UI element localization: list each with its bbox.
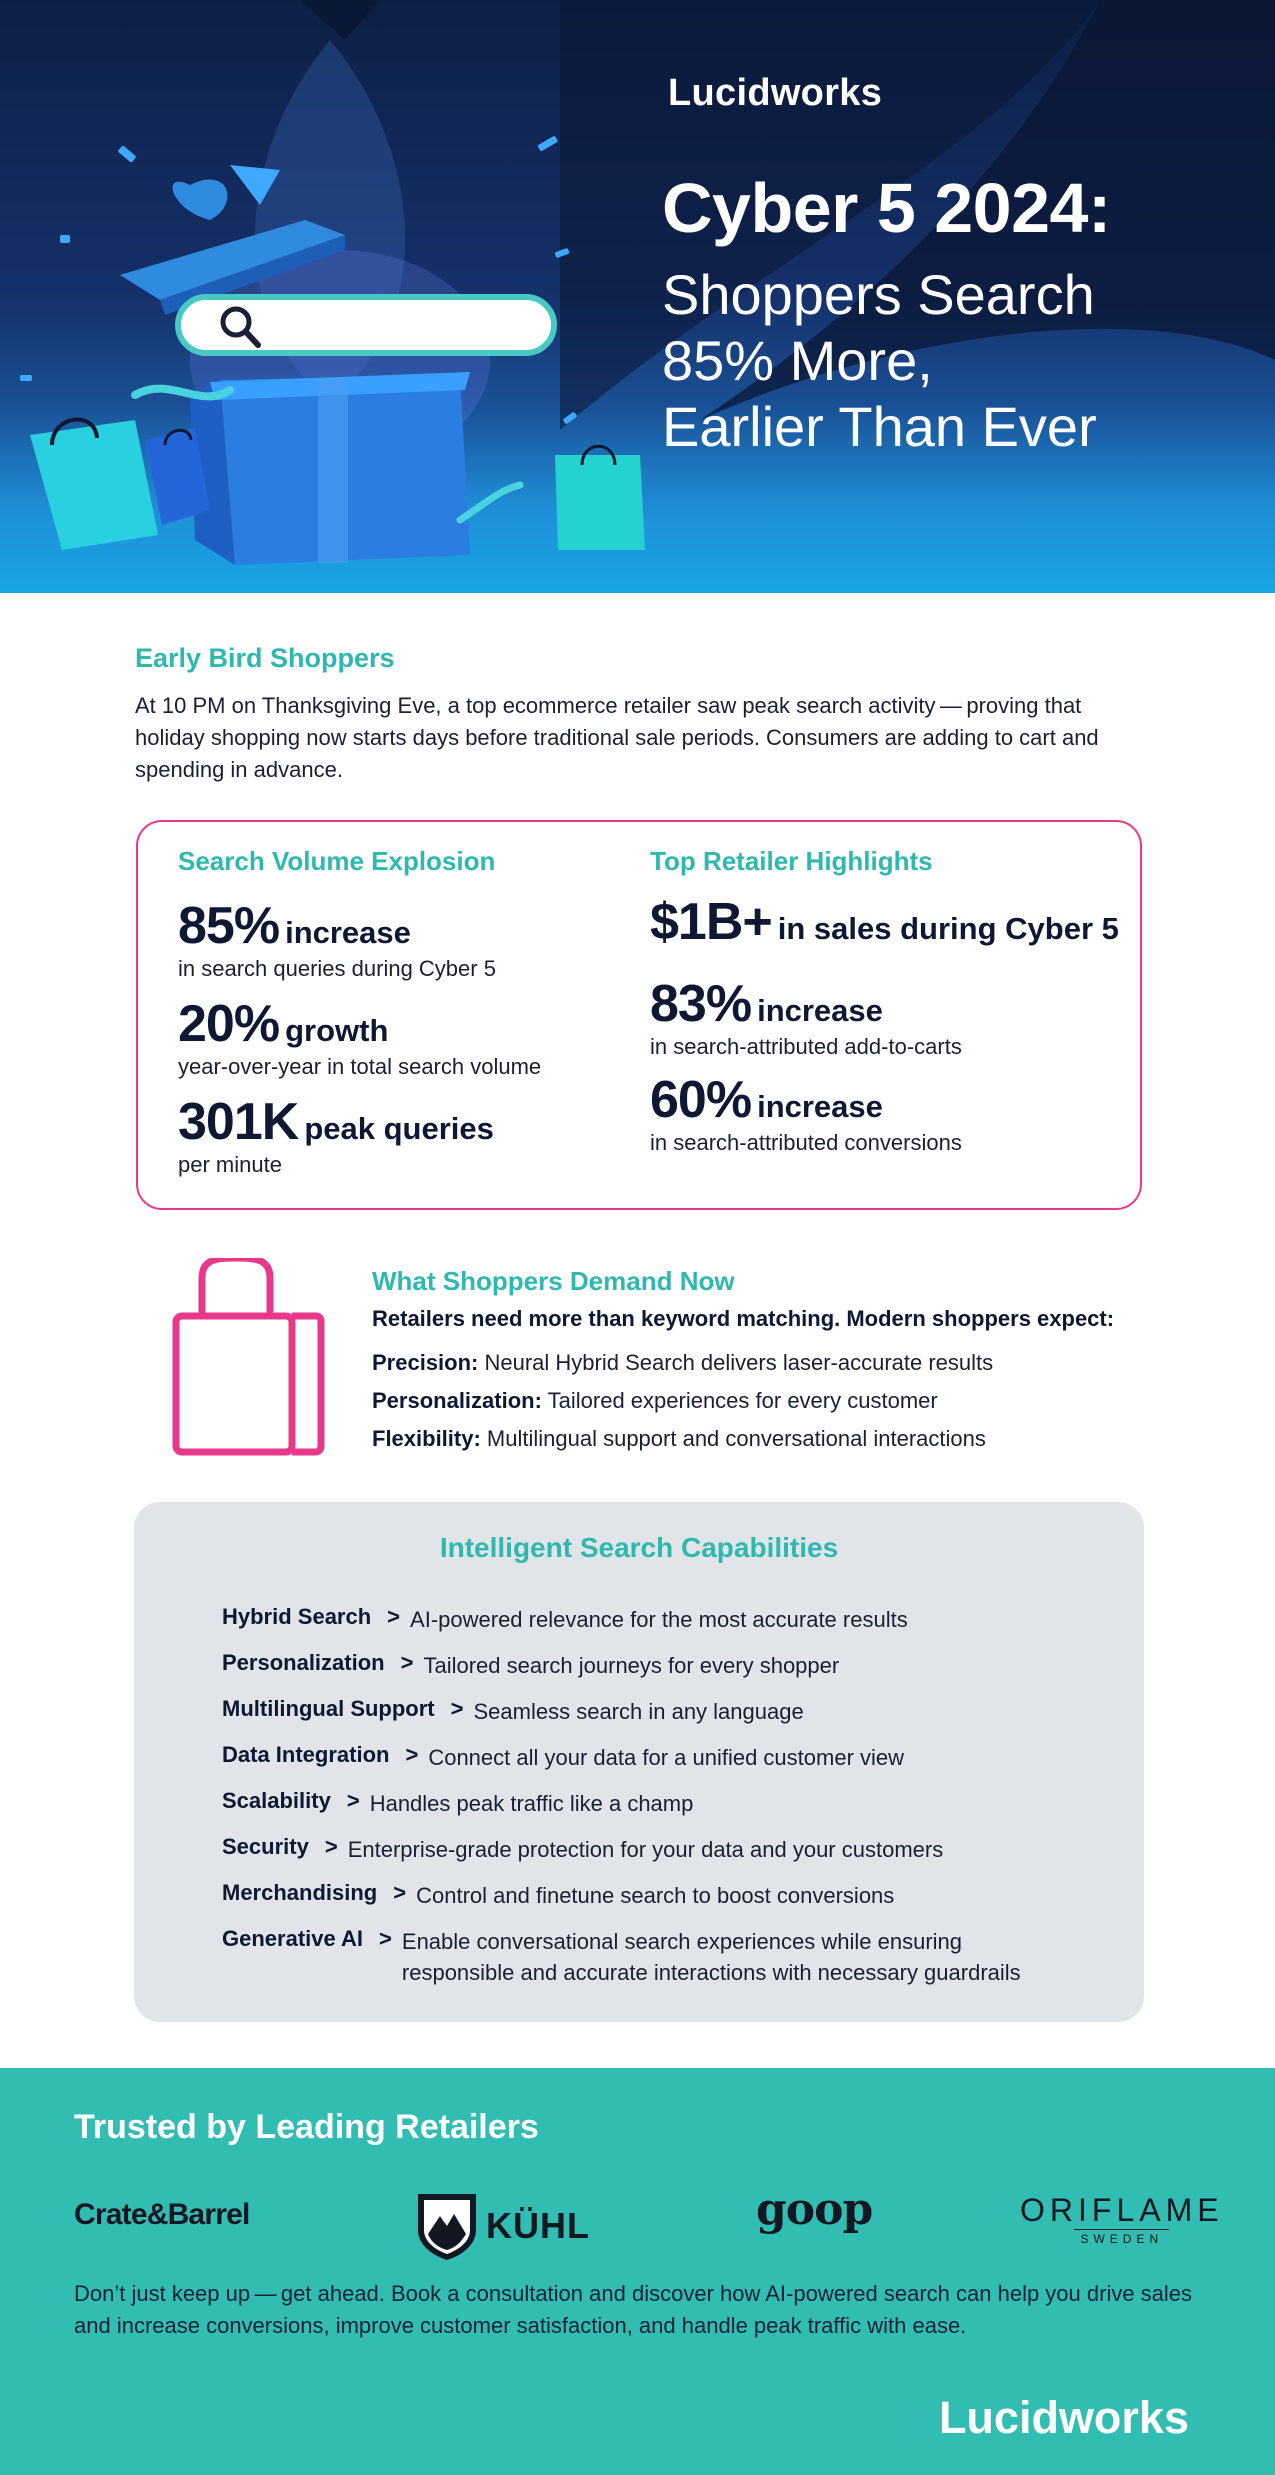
stat-unit: in sales during Cyber 5 [777,911,1119,946]
intro-paragraph: At 10 PM on Thanksgiving Eve, a top ecommerce retailer saw peak search activity — proving that holiday shopping now starts days before traditional sale periods. Consumers are adding to cart and spending in advance. [135,693,1099,782]
retailer-highlights-heading: Top Retailer Highlights [650,846,933,876]
stat-item [178,994,541,1080]
capability-row [222,1650,839,1681]
intro-heading: Early Bird Shoppers [135,643,395,673]
demand-item [372,1426,986,1452]
capability-desc: AI-powered relevance for the most accurate results [410,1607,908,1632]
demand-lead: Retailers need more than keyword matching. Modern shoppers expect: [372,1306,1115,1331]
footer-cta-paragraph: Don’t just keep up — get ahead. Book a consultation and discover how AI-powered search can help you drive sales and increase conversions, improve customer satisfaction, and handle peak traffic with ease. [74,2281,1193,2338]
shopping-bag-icon [170,1258,330,1458]
goop-logo: goop [756,2184,873,2235]
stat-value: 301K [178,1093,299,1151]
capability-name: Personalization [222,1650,385,1675]
capability-name: Merchandising [222,1880,378,1905]
demand-item-label: Personalization: [372,1388,542,1413]
capability-row [222,1880,894,1911]
trusted-heading: Trusted by Leading Retailers [74,2108,539,2146]
capability-desc: Tailored search journeys for every shopper [423,1653,840,1678]
stat-desc: year-over-year in total search volume [178,1054,542,1079]
demand-item-text: Neural Hybrid Search delivers laser-accurate results [484,1350,994,1375]
capability-row [222,1696,804,1727]
kuhl-shield-icon [416,2190,478,2262]
demand-heading: What Shoppers Demand Now [372,1266,735,1296]
hero-title: Cyber 5 2024: [662,169,1111,247]
stat-item [178,1092,494,1178]
chevron-right-icon: > [324,1834,338,1859]
stat-item [650,1070,962,1156]
capability-name: Hybrid Search [222,1604,372,1629]
capability-row [222,1926,1062,1988]
gift-box-illustration [0,110,660,593]
capabilities-card [134,1502,1144,2022]
oriflame-logo [1020,2192,1224,2248]
stat-unit: growth [285,1013,389,1048]
hero-subtitle-line: Earlier Than Ever [662,395,1097,458]
capability-desc: Connect all your data for a unified customer view [428,1745,905,1770]
footer [0,2068,1275,2475]
chevron-right-icon: > [400,1650,414,1675]
oriflame-subtitle: SWEDEN [1074,2229,1169,2246]
chevron-right-icon: > [387,1604,401,1629]
chevron-right-icon: > [393,1880,407,1905]
stat-item [650,974,962,1060]
chevron-right-icon: > [379,1926,392,1951]
capability-desc: Control and finetune search to boost conversions [416,1883,895,1908]
capability-row [222,1604,908,1635]
demand-item-text: Tailored experiences for every customer [547,1388,938,1413]
demand-item [372,1388,938,1414]
stat-item [178,896,496,982]
capability-desc: Enable conversational search experiences while ensuring responsible and accurate interactions with necessary guardrails [401,1929,1021,1985]
oriflame-wordmark: ORIFLAME [1020,2192,1224,2228]
kuhl-logo [416,2190,590,2262]
capability-name: Data Integration [222,1742,390,1767]
stats-card [136,820,1142,1210]
stat-value: 60% [650,1071,752,1129]
stat-unit: increase [285,915,411,950]
capability-name: Generative AI [222,1926,364,1951]
kuhl-wordmark: KÜHL [486,2205,590,2246]
capability-name: Security [222,1834,309,1859]
chevron-right-icon: > [346,1788,360,1813]
hero-banner [0,0,1275,593]
stat-desc: in search queries during Cyber 5 [178,956,496,981]
stat-desc: per minute [178,1152,282,1177]
hero-subtitle-line: Shoppers Search [662,263,1095,326]
capability-desc: Seamless search in any language [473,1699,804,1724]
capability-desc: Enterprise-grade protection for your data and your customers [347,1837,944,1862]
capability-row [222,1834,943,1865]
hero-subtitle-line: 85% More, [662,329,933,392]
demand-item-text: Multilingual support and conversational interactions [486,1426,986,1451]
demand-item-label: Precision: [372,1350,479,1375]
search-volume-heading: Search Volume Explosion [178,846,496,876]
stat-unit: increase [757,1089,883,1124]
chevron-right-icon: > [405,1742,419,1767]
stat-item [650,892,1119,952]
brand-logo: Lucidworks [668,72,883,114]
stat-value: $1B+ [650,893,772,951]
hero-subtitle [662,262,1262,460]
brand-logo-footer: Lucidworks [938,2392,1189,2443]
capability-name: Scalability [222,1788,331,1813]
chevron-right-icon: > [450,1696,464,1721]
stat-value: 85% [178,897,280,955]
stat-unit: increase [757,993,883,1028]
stat-unit: peak queries [304,1111,494,1146]
stat-value: 83% [650,975,752,1033]
demand-item [372,1350,993,1376]
capability-row [222,1742,904,1773]
stat-value: 20% [178,995,280,1053]
capability-desc: Handles peak traffic like a champ [369,1791,694,1816]
stat-desc: in search-attributed add-to-carts [650,1034,962,1059]
capability-row [222,1788,693,1819]
capability-name: Multilingual Support [222,1696,435,1721]
demand-item-label: Flexibility: [372,1426,481,1451]
crate-and-barrel-logo: Crate&Barrel [74,2198,250,2231]
stat-desc: in search-attributed conversions [650,1130,962,1155]
capabilities-heading: Intelligent Search Capabilities [439,1532,839,1563]
